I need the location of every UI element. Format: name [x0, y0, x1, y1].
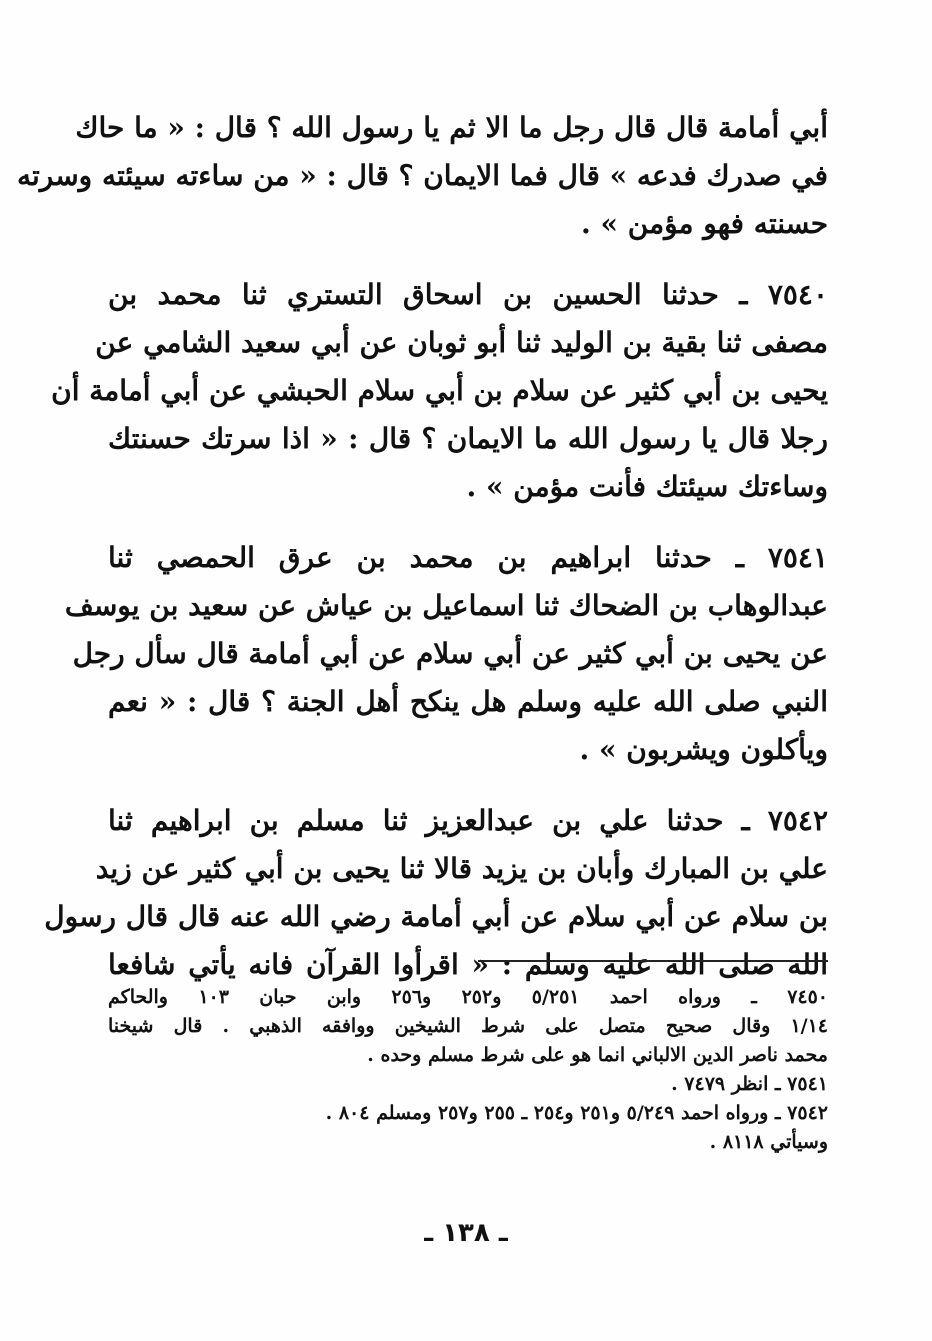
page-number: ـ ١٣٨ ـ [424, 1218, 508, 1248]
text-line: أبي أمامة قال قال رجل ما الا ثم يا رسول الله ؟ قال : « ما حاك [75, 111, 828, 144]
text-line: في صدرك فدعه » قال فما الايمان ؟ قال : « من ساءته سيئته وسرته [16, 159, 828, 192]
footnote-divider [478, 960, 828, 962]
text-line: ٧٥٤١ ـ حدثنا ابراهيم بن محمد بن عرق الحمصي ثنا [108, 541, 828, 574]
text-line: ويأكلون ويشربون » . [579, 733, 828, 766]
paragraph-continuation [16, 104, 828, 248]
footnote-line: ٧٥٤٢ ـ ورواه احمد ٥/٢٤٩ و٢٥١ و٢٥٤ ـ ٢٥٥ و٢٥٧ ومسلم ٨٠٤ . [325, 1102, 828, 1124]
text-line: عن يحيى بن أبي كثير عن أبي سلام عن أبي أمامة قال سأل رجل [72, 637, 828, 670]
text-line: الله صلى الله عليه وسلم : « اقرأوا القرآن فانه يأتي شافعا [108, 948, 828, 981]
text-line: ٧٥٤٢ ـ حدثنا علي بن عبدالعزيز ثنا مسلم بن ابراهيم ثنا [108, 804, 828, 837]
footnote-line: محمد ناصر الدين الالباني انما هو على شرط مسلم وحده . [367, 1044, 828, 1066]
text-line: بن سلام عن أبي سلام عن أبي أمامة رضي الله عنه قال قال رسول [44, 900, 828, 933]
text-line: النبي صلى الله عليه وسلم هل ينكح أهل الجنة ؟ قال : « نعم [108, 685, 828, 718]
text-line: وساءتك سيئتك فأنت مؤمن » . [466, 470, 828, 503]
text-line: علي بن المبارك وأبان بن يزيد قالا ثنا يحيى بن أبي كثير عن زيد [95, 852, 828, 885]
text-line: عبدالوهاب بن الضحاك ثنا اسماعيل بن عياش عن سعيد بن يوسف [64, 589, 828, 622]
text-line: يحيى بن أبي كثير عن سلام بن أبي سلام الحبشي عن أبي أمامة أن [51, 374, 828, 407]
text-line: رجلا قال يا رسول الله ما الايمان ؟ قال : « اذا سرتك حسنتك [108, 422, 828, 455]
main-text [16, 104, 828, 989]
hadith-7540 [51, 271, 828, 511]
footnote-line: ١/١٤ وقال صحيح متصل على شرط الشيخين ووافقه الذهبي . قال شيخنا [108, 1015, 828, 1037]
text-line: ٧٥٤٠ ـ حدثنا الحسين بن اسحاق التستري ثنا محمد بن [108, 278, 828, 311]
hadith-7541 [64, 534, 828, 774]
footnote-line: ٧٥٤١ ـ انظر ٧٤٧٩ . [671, 1073, 828, 1095]
text-line: مصفى ثنا بقية بن الوليد ثنا أبو ثوبان عن أبي سعيد الشامي عن [95, 326, 828, 359]
text-line: حسنته فهو مؤمن » . [581, 207, 828, 240]
footnote-line: ٧٤٥٠ ـ ورواه احمد ٥/٢٥١ و٢٥٢ و٢٥٦ وابن حبان ١٠٣ والحاكم [108, 986, 829, 1008]
footnote-line: وسيأتي ٨١١٨ . [709, 1131, 828, 1153]
footnotes [108, 983, 828, 1157]
